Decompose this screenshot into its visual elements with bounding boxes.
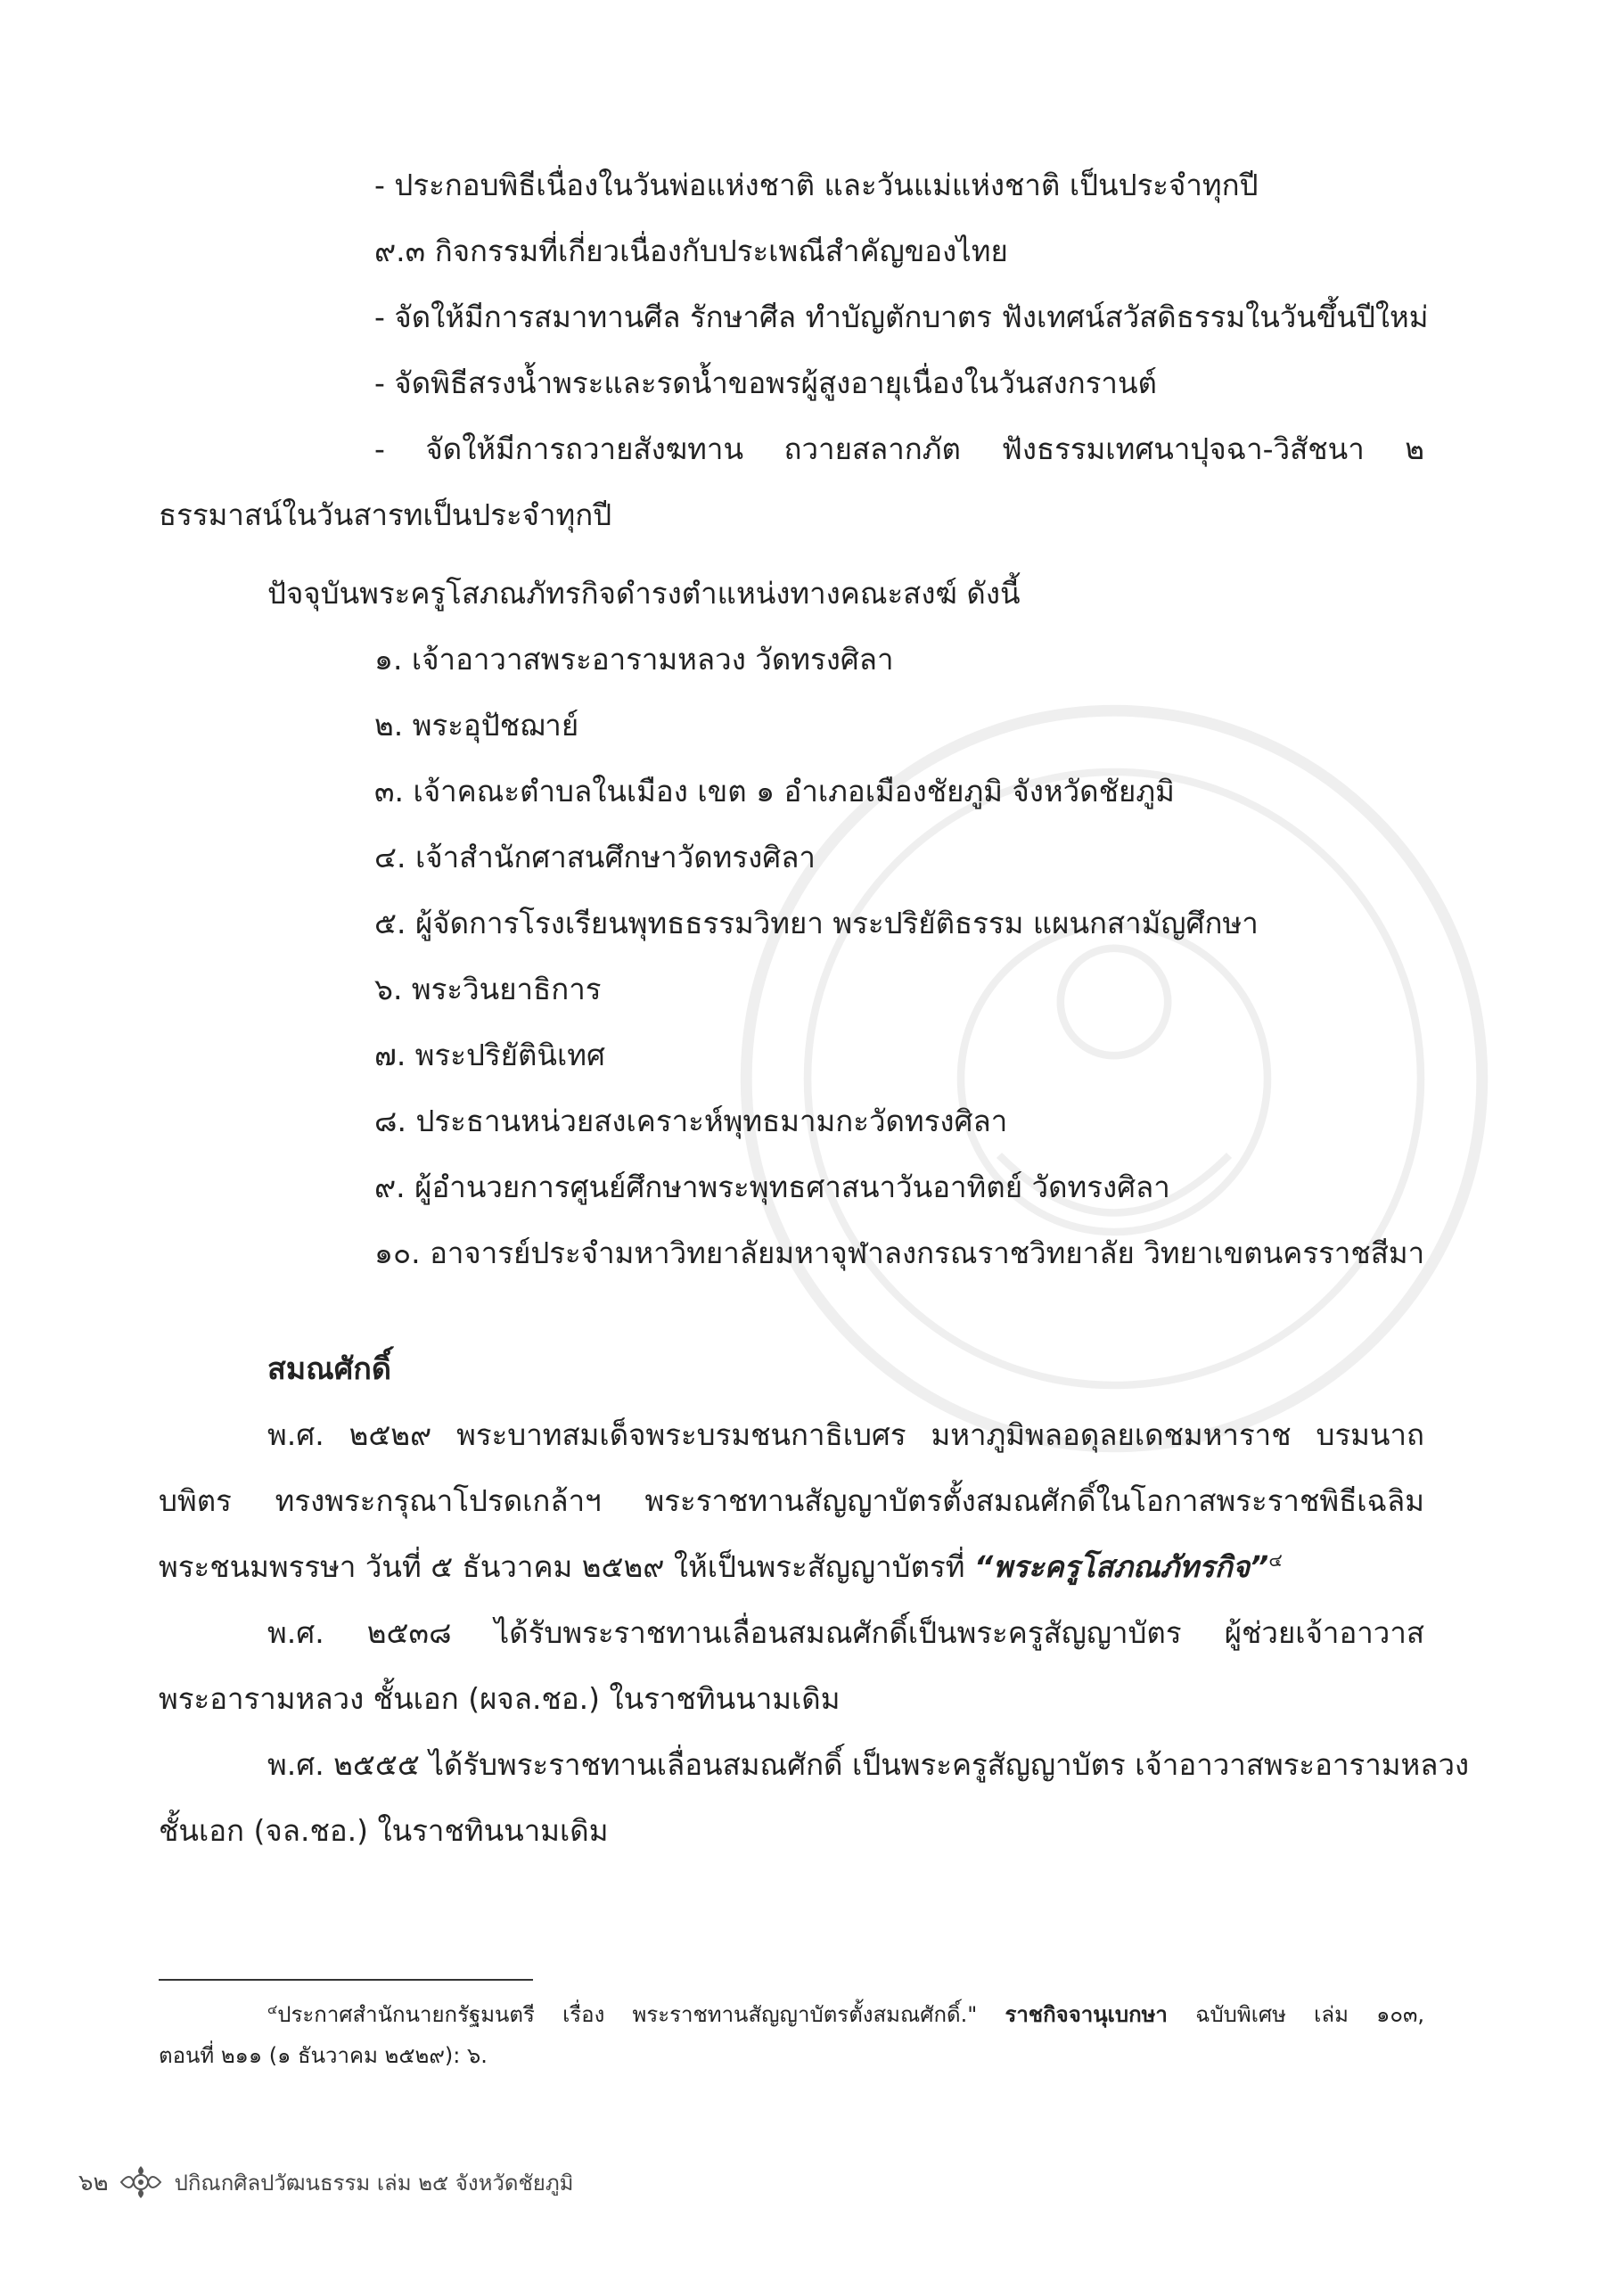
footnote-line: ตอนที่ ๒๑๑ (๑ ธันวาคม ๒๕๒๙): ๖. xyxy=(159,2043,488,2068)
position-item: ๓. เจ้าคณะตำบลในเมือง เขต ๑ อำเภอเมืองชัยภูมิ จังหวัดชัยภูมิ xyxy=(374,774,1175,809)
position-item: ๔. เจ้าสำนักศาสนศึกษาวัดทรงศิลา xyxy=(374,840,816,874)
rank-paragraph-text: พระชนมพรรษา วันที่ ๕ ธันวาคม ๒๕๒๙ ให้เป็นพระสัญญาบัตรที่ xyxy=(159,1549,975,1584)
rank-paragraph-line: บพิตร ทรงพระกรุณาโปรดเกล้าฯ พระราชทานสัญญาบัตรตั้งสมณศักดิ์ในโอกาสพระราชพิธีเฉลิม xyxy=(159,1483,1424,1518)
footnote-text: ประกาศสำนักนายกรัฐมนตรี เรื่อง พระราชทานสัญญาบัตรตั้งสมณศักดิ์." xyxy=(277,2002,1005,2027)
lotus-ornament-icon xyxy=(118,2164,164,2200)
page-footer xyxy=(78,2164,573,2200)
footnote-journal: ราชกิจจานุเบกษา xyxy=(1005,2002,1168,2027)
activity-line: - ประกอบพิธีเนื่องในวันพ่อแห่งชาติ และวันแม่แห่งชาติ เป็นประจำทุกปี xyxy=(374,168,1259,202)
footer-title: ปกิณกศิลปวัฒนธรรม เล่ม ๒๕ จังหวัดชัยภูมิ xyxy=(174,2170,574,2196)
activity-line: - จัดพิธีสรงน้ำพระและรดน้ำขอพรผู้สูงอายุเนื่องในวันสงกรานต์ xyxy=(374,365,1157,400)
rank-paragraph-line: พ.ศ. ๒๕๕๕ ได้รับพระราชทานเลื่อนสมณศักดิ์ เป็นพระครูสัญญาบัตร เจ้าอาวาสพระอารามหลวง xyxy=(267,1747,1470,1782)
positions-intro: ปัจจุบันพระครูโสภณภัทรกิจดำรงตำแหน่งทางคณะสงฆ์ ดังนี้ xyxy=(267,576,1021,611)
section-subheading: ๙.๓ กิจกรรมที่เกี่ยวเนื่องกับประเพณีสำคัญของไทย xyxy=(374,234,1008,268)
position-item: ๙. ผู้อำนวยการศูนย์ศึกษาพระพุทธศาสนาวันอาทิตย์ วัดทรงศิลา xyxy=(374,1170,1170,1204)
position-item: ๑๐. อาจารย์ประจำมหาวิทยาลัยมหาจุฬาลงกรณราชวิทยาลัย วิทยาเขตนครราชสีมา xyxy=(374,1235,1425,1270)
monk-title: “พระครูโสภณภัทรกิจ” xyxy=(974,1549,1269,1584)
footnote-divider xyxy=(159,1979,533,1981)
activity-line: - จัดให้มีการสมาทานศีล รักษาศีล ทำบัญตักบาตร ฟังเทศน์สวัสดิธรรมในวันขึ้นปีใหม่ xyxy=(374,300,1429,334)
activity-line: - จัดให้มีการถวายสังฆทาน ถวายสลากภัต ฟังธรรมเทศนาปุจฉา-วิสัชนา ๒ xyxy=(374,431,1424,466)
rank-paragraph-line: พ.ศ. ๒๕๒๙ พระบาทสมเด็จพระบรมชนกาธิเบศร มหาภูมิพลอดุลยเดชมหาราช บรมนาถ xyxy=(267,1417,1424,1452)
footnote-text: ฉบับพิเศษ เล่ม ๑๐๓, xyxy=(1167,2002,1424,2027)
rank-paragraph-line: พ.ศ. ๒๕๓๘ ได้รับพระราชทานเลื่อนสมณศักดิ์เป็นพระครูสัญญาบัตร ผู้ช่วยเจ้าอาวาส xyxy=(267,1615,1424,1650)
position-item: ๗. พระปริยัตินิเทศ xyxy=(374,1038,605,1072)
footnote-ref[interactable]: ๔ xyxy=(1268,1549,1283,1571)
position-item: ๖. พระวินยาธิการ xyxy=(374,972,602,1006)
page-number: ๖๒ xyxy=(78,2169,109,2196)
rank-paragraph-line: ชั้นเอก (จล.ชอ.) ในราชทินนามเดิม xyxy=(159,1813,609,1848)
position-item: ๑. เจ้าอาวาสพระอารามหลวง วัดทรงศิลา xyxy=(374,642,894,677)
footnote-line xyxy=(267,2000,1424,2029)
activity-line-continuation: ธรรมาสน์ในวันสารทเป็นประจำทุกปี xyxy=(159,497,612,532)
rank-paragraph-line: พระอารามหลวง ชั้นเอก (ผจล.ชอ.) ในราชทินนามเดิม xyxy=(159,1681,841,1716)
position-item: ๘. ประธานหน่วยสงเคราะห์พุทธมามกะวัดทรงศิลา xyxy=(374,1104,1008,1138)
section-heading: สมณศักดิ์ xyxy=(267,1351,391,1387)
position-item: ๕. ผู้จัดการโรงเรียนพุทธธรรมวิทยา พระปริยัติธรรม แผนกสามัญศึกษา xyxy=(374,906,1259,940)
rank-paragraph-line xyxy=(159,1547,1283,1587)
footnote-marker: ๔ xyxy=(267,2001,278,2017)
position-item: ๒. พระอุปัชฌาย์ xyxy=(374,708,579,743)
